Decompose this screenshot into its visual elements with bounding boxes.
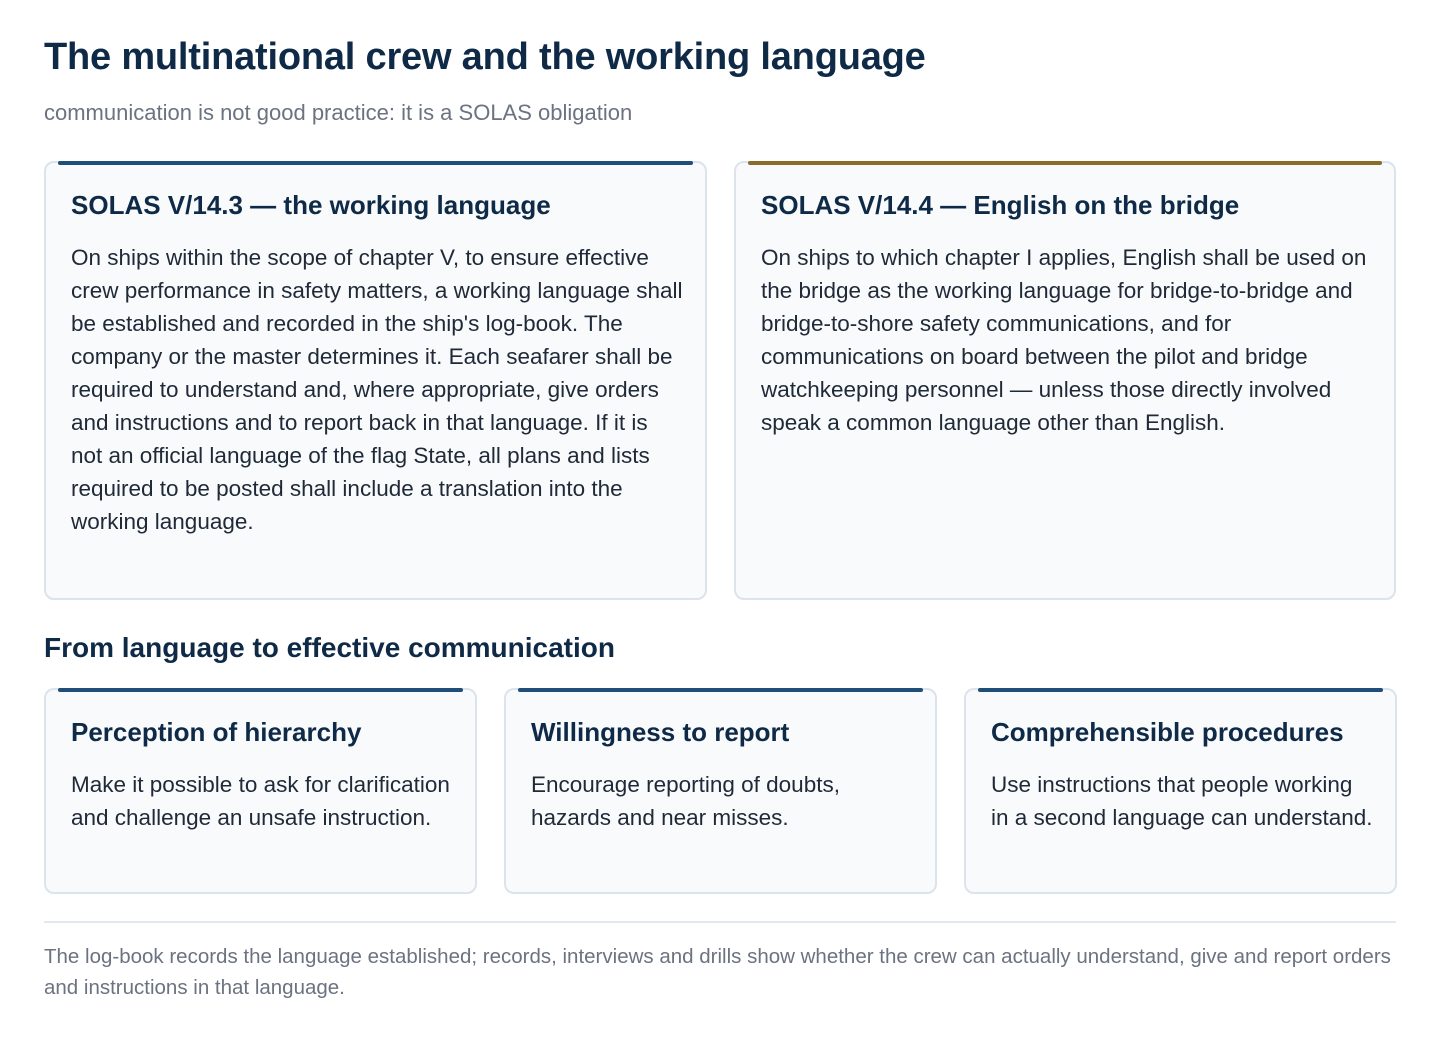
- card-accent-bar: [978, 688, 1383, 692]
- card-title: Perception of hierarchy: [71, 717, 362, 747]
- section-heading: From language to effective communication: [44, 632, 615, 663]
- page: [44, 0, 1396, 1044]
- card-title: Comprehensible procedures: [991, 717, 1344, 747]
- principle-card-reporting: [504, 688, 937, 894]
- card-body: On ships within the scope of chapter V, to ensure effective crew performance in safety matters, a working language shall be established and recorded in the ship's log-book. The company or the master determines it. Each seafarer shall be required to understand and, where appropriate, give orders and instructions and to report back in that language. If it is not an official language of the flag State, all plans and lists required to be posted shall include a translation into the working language.: [71, 245, 683, 534]
- regulation-card-working-language: [44, 161, 707, 600]
- card-body: Encourage reporting of doubts, hazards and near misses.: [531, 772, 840, 830]
- card-title: Willingness to report: [531, 717, 790, 747]
- footnote: The log-book records the language established; records, interviews and drills show whether the crew can actually understand, give and report orders and instructions in that language.: [44, 945, 1391, 999]
- page-subtitle: communication is not good practice: it is a SOLAS obligation: [44, 100, 633, 125]
- card-accent-bar: [748, 161, 1382, 165]
- principle-card-hierarchy: [44, 688, 477, 894]
- card-title: SOLAS V/14.3 — the working language: [71, 190, 551, 220]
- card-accent-bar: [518, 688, 923, 692]
- card-body: Make it possible to ask for clarification and challenge an unsafe instruction.: [71, 772, 450, 830]
- card-body: Use instructions that people working in a second language can understand.: [991, 772, 1373, 830]
- page-title: The multinational crew and the working language: [44, 36, 926, 78]
- card-accent-bar: [58, 161, 693, 165]
- card-body: On ships to which chapter I applies, English shall be used on the bridge as the working language for bridge-to-bridge and bridge-to-shore safety communications, and for communications on board between the pilot and bridge watchkeeping personnel — unless those directly involved speak a common language other than English.: [761, 245, 1367, 435]
- principle-card-procedures: [964, 688, 1397, 894]
- card-accent-bar: [58, 688, 463, 692]
- regulation-card-english-bridge: [734, 161, 1396, 600]
- card-title: SOLAS V/14.4 — English on the bridge: [761, 190, 1240, 220]
- footer-divider: [44, 921, 1396, 923]
